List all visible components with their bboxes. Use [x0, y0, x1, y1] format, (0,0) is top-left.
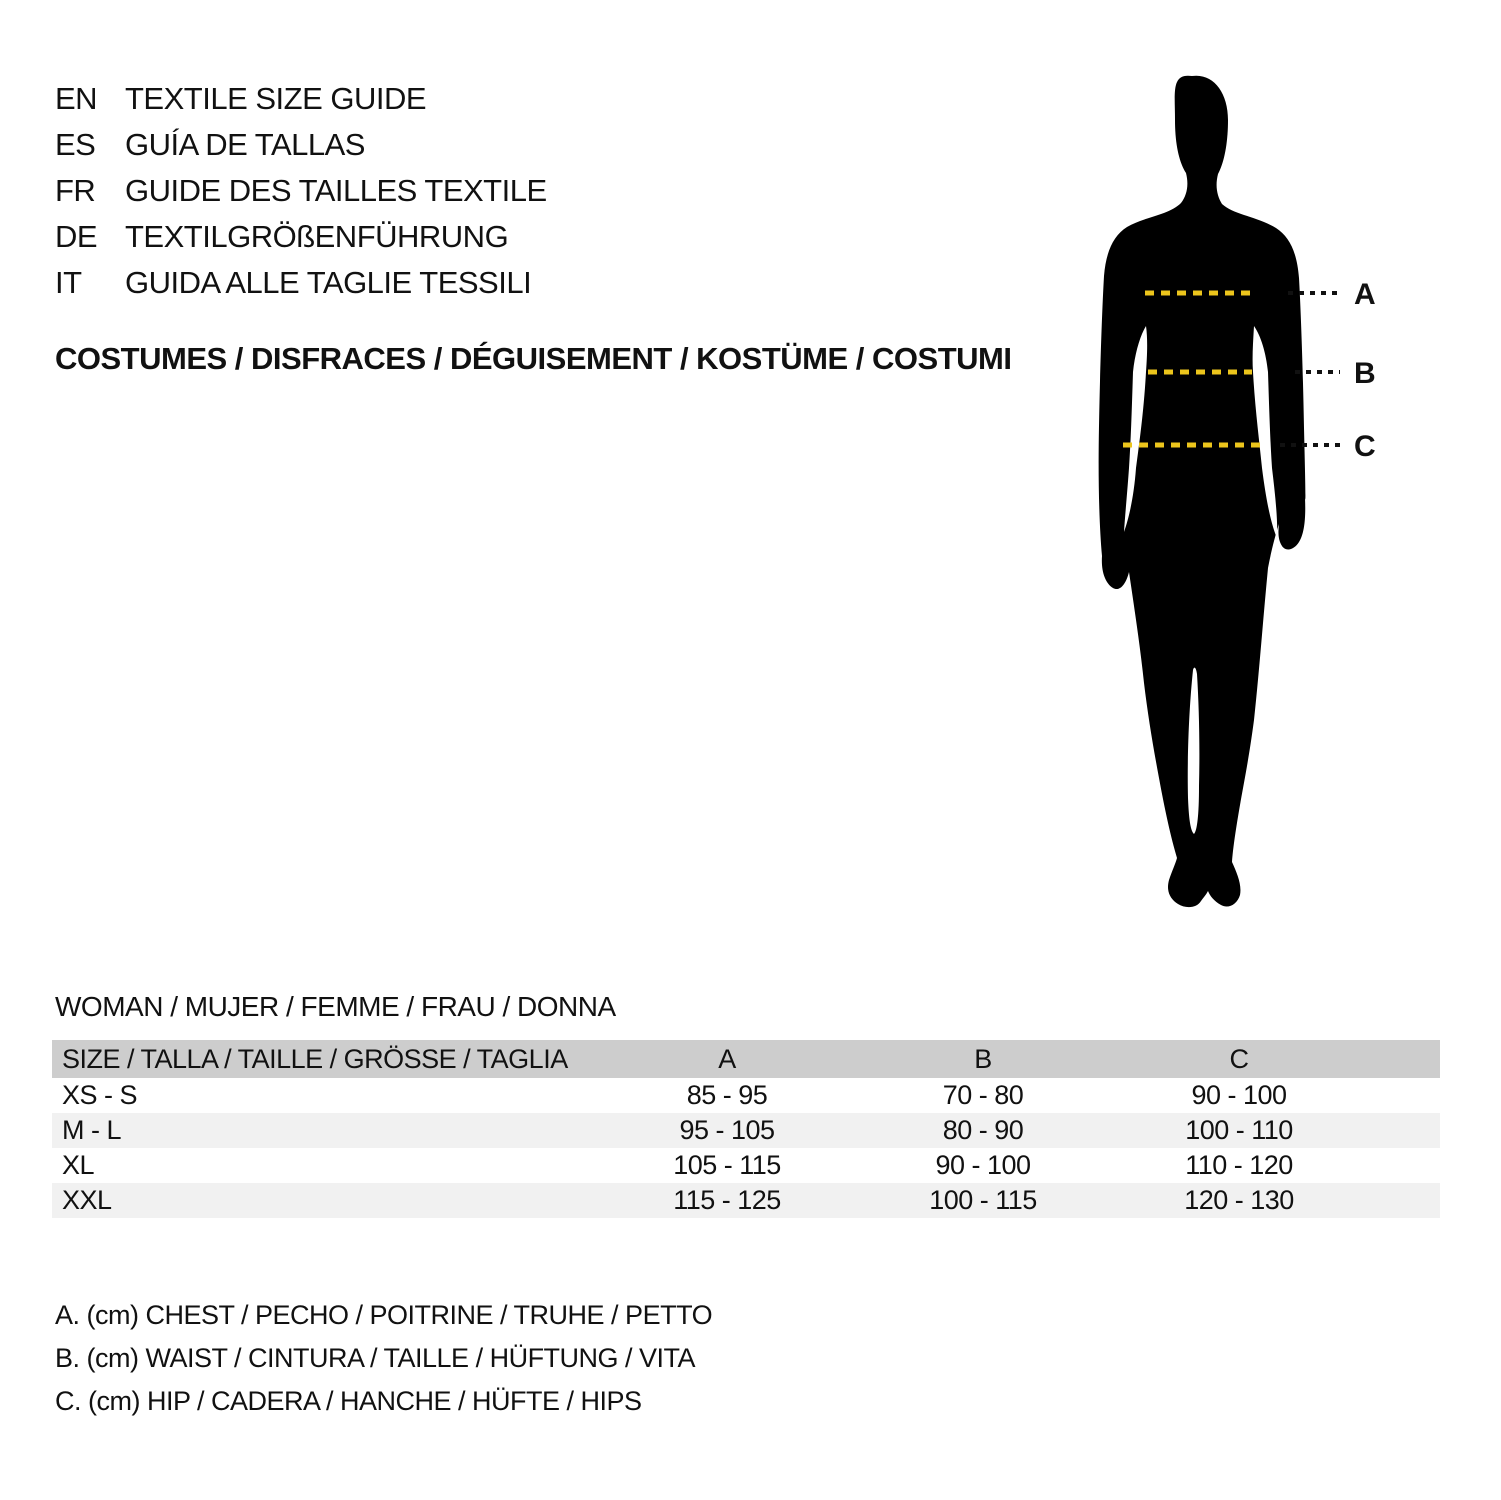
size-table — [52, 1040, 1440, 1218]
measurement-legend — [55, 1294, 712, 1423]
waist-range-cell: 80 - 90 — [942, 1115, 1024, 1145]
language-code: DE — [55, 219, 98, 254]
language-title: TEXTILE SIZE GUIDE — [125, 81, 427, 116]
language-code: ES — [55, 127, 96, 162]
hip-range-cell: 90 - 100 — [1191, 1080, 1287, 1110]
size-cell: M - L — [62, 1115, 122, 1145]
waist-range-cell: 90 - 100 — [935, 1150, 1031, 1180]
language-code: FR — [55, 173, 96, 208]
language-code: IT — [55, 265, 82, 300]
legend-line-hip: C. (cm) HIP / CADERA / HANCHE / HÜFTE / HIPS — [55, 1386, 642, 1416]
language-code: EN — [55, 81, 98, 116]
chest-range-cell: 105 - 115 — [673, 1150, 781, 1180]
section-title-woman: WOMAN / MUJER / FEMME / FRAU / DONNA — [55, 991, 616, 1022]
legend-line-chest: A. (cm) CHEST / PECHO / POITRINE / TRUHE / PETTO — [55, 1300, 713, 1330]
size-column-header: SIZE / TALLA / TAILLE / GRÖSSE / TAGLIA — [62, 1043, 568, 1074]
language-title: GUÍA DE TALLAS — [125, 127, 365, 162]
language-row-fr — [55, 168, 547, 214]
waist-range-cell: 70 - 80 — [942, 1080, 1024, 1110]
language-title-block — [55, 76, 547, 306]
language-row-de — [55, 214, 547, 260]
hip-range-cell: 110 - 120 — [1185, 1150, 1293, 1180]
language-title: TEXTILGRÖßENFÜHRUNG — [125, 219, 509, 254]
column-header-b: B — [974, 1043, 992, 1074]
size-table-header-row — [52, 1040, 1440, 1078]
column-header-c: C — [1229, 1043, 1249, 1074]
chest-range-cell: 95 - 105 — [679, 1115, 775, 1145]
language-row-en — [55, 76, 547, 122]
chest-range-cell: 85 - 95 — [686, 1080, 768, 1110]
figure-marker-c: C — [1354, 430, 1376, 463]
table-row — [52, 1183, 1440, 1218]
table-row — [52, 1148, 1440, 1183]
figure-marker-a: A — [1354, 278, 1376, 311]
table-row — [52, 1078, 1440, 1113]
figure-marker-b: B — [1354, 357, 1376, 390]
size-cell: XS - S — [62, 1080, 138, 1110]
chest-range-cell: 115 - 125 — [673, 1185, 781, 1215]
legend-line-waist: B. (cm) WAIST / CINTURA / TAILLE / HÜFTUNG / VITA — [55, 1343, 696, 1373]
table-row — [52, 1113, 1440, 1148]
waist-range-cell: 100 - 115 — [929, 1185, 1037, 1215]
language-title: GUIDE DES TAILLES TEXTILE — [125, 173, 547, 208]
woman-silhouette-figure — [1082, 68, 1402, 948]
column-header-a: A — [718, 1043, 736, 1074]
size-cell: XL — [62, 1150, 95, 1180]
category-line: COSTUMES / DISFRACES / DÉGUISEMENT / KOSTÜME / COSTUMI — [55, 341, 1012, 376]
language-row-es — [55, 122, 547, 168]
language-title: GUIDA ALLE TAGLIE TESSILI — [125, 265, 532, 300]
hip-range-cell: 100 - 110 — [1185, 1115, 1293, 1145]
hip-range-cell: 120 - 130 — [1184, 1185, 1294, 1215]
language-row-it — [55, 260, 547, 306]
size-cell: XXL — [62, 1185, 112, 1215]
